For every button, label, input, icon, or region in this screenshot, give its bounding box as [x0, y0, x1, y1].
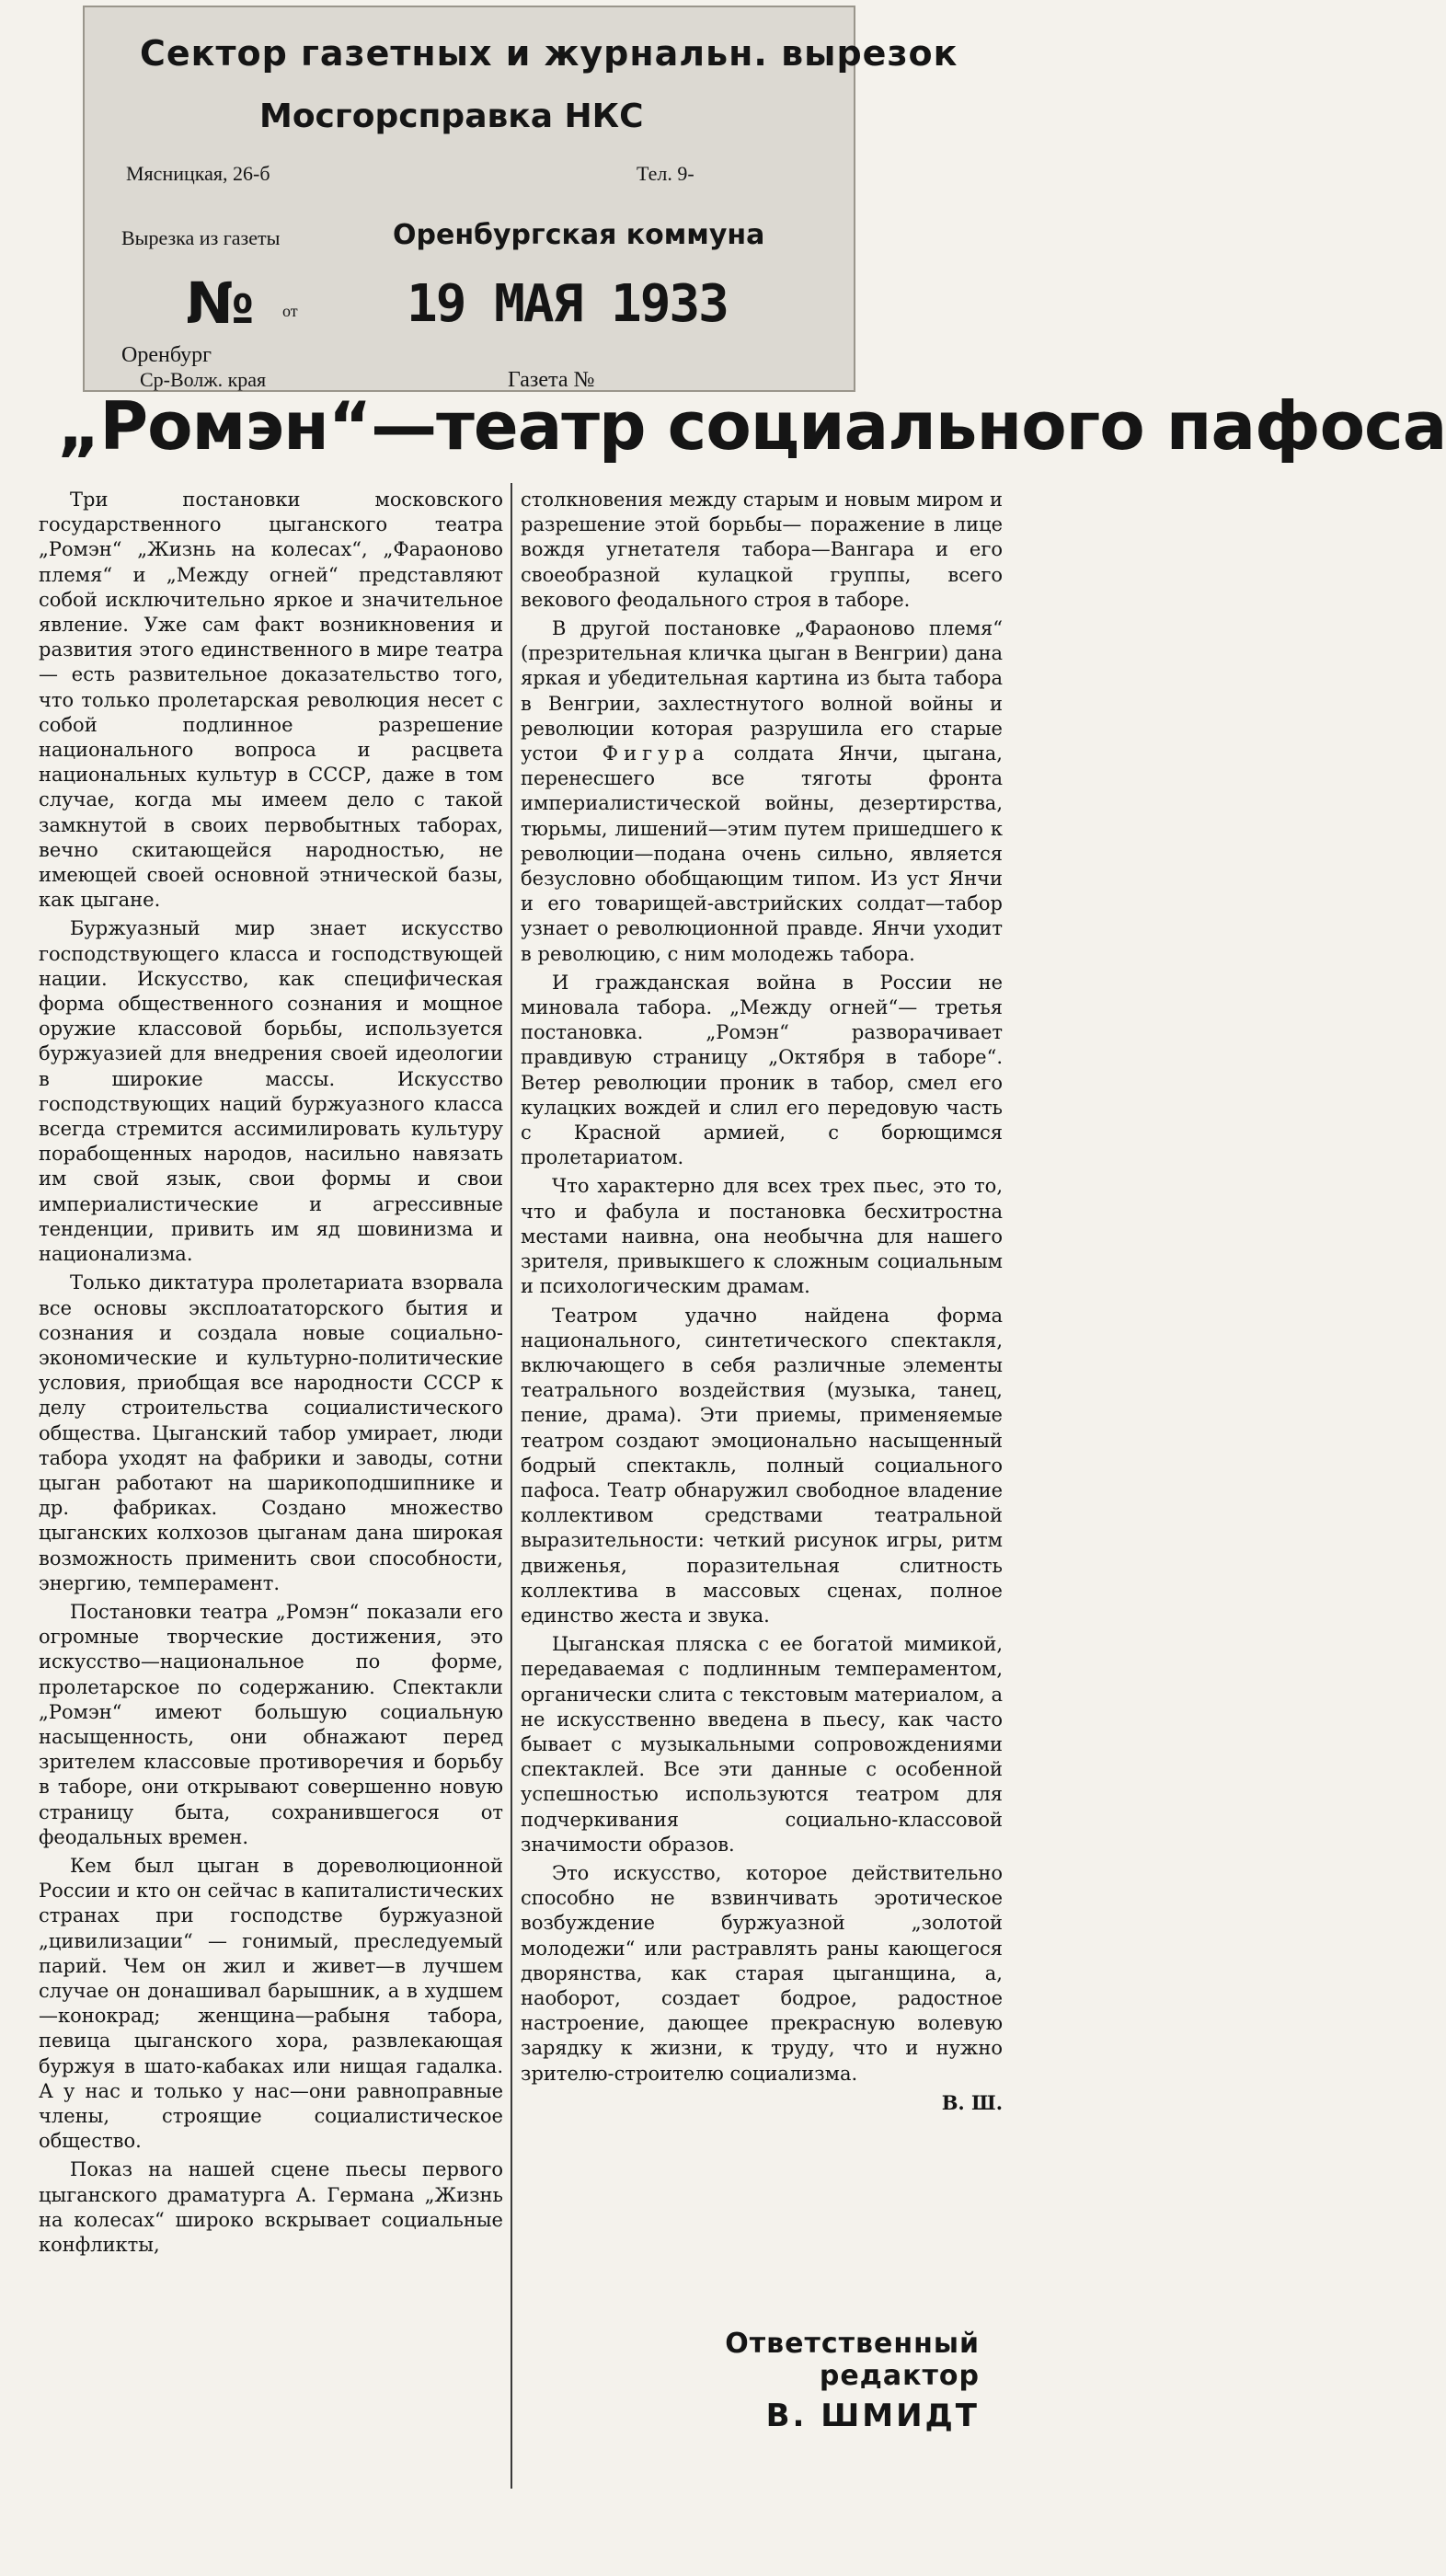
column-divider — [511, 483, 512, 2489]
paragraph: Это искусство, которое действительно способно не взвинчивать эротическое возбуждение буржуазной „золотой молодежи“ или растравлять раны кающегося дворянства, как старая цыганщина, а, наоборот, создает бодрое, радостное настроение, дающее прекрасную волевую зарядку к жизни, к труду, что и нужно зрителю-строителю социализма. — [521, 1861, 1003, 2085]
author-signature: В. Ш. — [941, 2090, 1003, 2114]
stamp-newspaper-name: Оренбургская коммуна — [393, 219, 765, 251]
article-column-right — [521, 488, 1003, 2115]
editor-name: В. ШМИДТ — [765, 2398, 980, 2434]
paragraph: И гражданская война в России не миновала табора. „Между огней“— третья постановка. „Ромэн“ разворачивает правдивую страницу „Октября в таборе“. Ветер революции проник в табор, смел его кулацких вождей и слил его передовую часть с Красной армией, с борющимся пролетариатом. — [521, 971, 1003, 1169]
archive-stamp — [83, 6, 958, 392]
stamp-agency: Мосгорсправка НКС — [259, 98, 644, 135]
stamp-cut-from-label: Вырезка из газеты — [121, 226, 281, 249]
stamp-sector-title: Сектор газетных и журнальн. вырезок — [140, 33, 958, 74]
spaced-word: Фигура — [602, 742, 710, 765]
stamp-region: Ср-Волж. края — [140, 368, 267, 391]
stamp-address: Мясницкая, 26-б — [126, 162, 270, 185]
paragraph-text: солдата Янчи, цыгана, перенесшего все тяготы фронта империалистической войны, дезертирства, тюрьмы, лишений—этим путем пришедшего к революции—подана очень сильно, является безусловно обобщающим типом. Из уст Янчи и его товарищей-австрийских солдат—табор узнает о революционной правде. Янчи уходит в революцию, с ним молодежь табора. — [521, 742, 1003, 965]
stamp-gazette-label: Газета № — [508, 368, 595, 392]
paragraph: Три постановки московского государственного цыганского театра „Ромэн“ „Жизнь на колесах“, „Фараоново племя“ и „Между огней“ представляют собой исключительно яркое и значительное явление. Уже сам факт возникновения и развития этого единственного в мире театра— есть развительное доказательство того, что только пролетарская революция несет с собой подлинное разрешение национального вопроса и расцвета национальных культур в СССР, даже в том случае, когда мы имеем дело с такой замкнутой в своих первобытных таборах, вечно скитающейся народностью, не имеющей своей основной этнической базы, как цыгане. — [39, 489, 503, 912]
paragraph: Цыганская пляска с ее богатой мимикой, передаваемая с подлинным темпераментом, органически слита с текстовым материалом, а не искусственно введена в пьесу, как часто бывает с музыкальными сопровождениями спектаклей. Все эти данные с особенной успешностью используются театром для подчеркивания социально-классовой значимости образов. — [521, 1633, 1003, 1856]
paragraph: Показ на нашей сцене пьесы первого цыганского драматурга А. Германа „Жизнь на колесах“ широко вскрывает социальные конфликты, — [39, 2158, 503, 2257]
paragraph: Что характерно для всех трех пьес, это то, что и фабула и постановка бесхитростна местами наивна, она необычна для нашего зрителя, привыкшего к сложным социальным и психологическим драмам. — [521, 1175, 1003, 1298]
paragraph-text: В другой постановке „Фараоново племя“ (презрительная кличка цыган в Венгрии) дана яркая и убедительная картина из быта табора в Венгрии, захлестнутого волной войны и революции которая разрушила его старые устои — [521, 617, 1003, 765]
paragraph: Постановки театра „Ромэн“ показали его огромные творческие достижения, это искусство—национальное по форме, пролетарское по содержанию. Спектакли „Ромэн“ имеют большую социальную насыщенность, они обнажают перед зрителем классовые противоречия и борьбу в таборе, они открывают совершенно новую страницу быта, сохранившегося от феодальных времен. — [39, 1600, 503, 1848]
editor-block — [557, 2328, 980, 2434]
stamp-phone: Тел. 9- — [637, 162, 694, 185]
article-column-left — [39, 488, 503, 2261]
stamp-city: Оренбург — [121, 343, 212, 367]
paragraph: столкновения между старым и новым миром и разрешение этой борьбы— поражение в лице вождя угнетателя табора—Вангара и его своеобразной кулацкой группы, всего векового феодального строя в таборе. — [521, 489, 1003, 611]
paragraph: Буржуазный мир знает искусство господствующего класса и господствующей нации. Искусство, как специфическая форма общественного сознания и мощное оружие классовой борьбы, используется буржуазией для внедрения своей идеологии в широкие массы. Искусство господствующих наций буржуазного класса всегда стремится ассимилировать культуру порабощенных народов, насильно навязать им свой язык, свои формы и свои империалистические и агрессивные тенденции, привить им яд шовинизма и национализма. — [39, 917, 503, 1266]
stamp-from-label: от — [282, 302, 298, 320]
stamp-number-label: № — [186, 270, 255, 337]
editor-title: Ответственный редактор — [725, 2328, 980, 2392]
paragraph: Театром удачно найдена форма национального, синтетического спектакля, включающего в себя различные элементы театрального воздействия (музыка, танец, пение, драма). Эти приемы, применяемые театром создают эмоционально насыщенный бодрый спектакль, полный социального пафоса. Театр обнаружил свободное владение коллективом средствами театральной выразительности: четкий рисунок игры, ритм движенья, поразительная слитность коллектива в массовых сценах, полное единство жеста и звука. — [521, 1304, 1003, 1627]
article-headline: „Ромэн“—театр социального пафоса — [57, 387, 1446, 465]
paragraph — [521, 616, 1003, 967]
stamp-date: 19 МАЯ 1933 — [407, 274, 728, 334]
paragraph: Кем был цыган в дореволюционной России и кто он сейчас в капиталистических странах при господстве буржуазной „цивилизации“ — гонимый, преследуемый парий. Чем он жил и живет—в лучшем случае он донашивал барышник, а в худшем—конокрад; женщина—рабыня табора, певица цыганского хора, развлекающая буржуя в шато-кабаках или нищая гадалка. А у нас и только у нас—они равноправные члены, строящие социалистическое общество. — [39, 1854, 503, 2153]
paragraph: Только диктатура пролетариата взорвала все основы эксплоататорского бытия и сознания и создала новые социально-экономические и культурно-политические условия, приобщая все народности СССР к делу строительства социалистического общества. Цыганский табор умирает, люди табора уходят на фабрики и заводы, сотни цыган работают на шарикоподшипнике и др. фабриках. Создано множество цыганских колхозов цыганам дана широкая возможность применить свои способности, энергию, темперамент. — [39, 1271, 503, 1594]
